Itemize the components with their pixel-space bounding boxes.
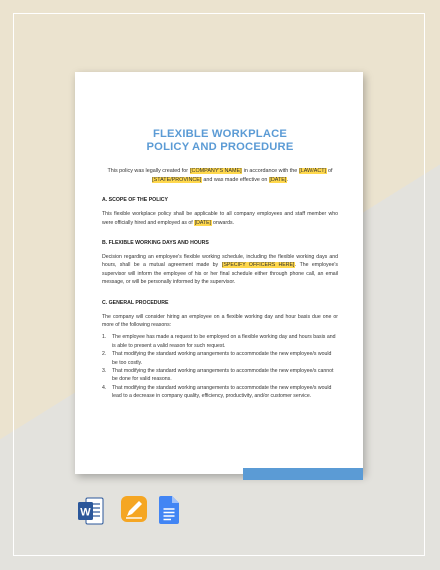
google-docs-icon[interactable] (159, 496, 179, 524)
list-text: That modifying the standard working arrangements to accommodate the new employee/s would be too costly. (112, 351, 332, 366)
document-title (102, 128, 338, 154)
microsoft-word-icon[interactable] (78, 496, 104, 526)
list-text: That modifying the standard working arrangements to accommodate the new employee/s cannot be done for valid reasons. (112, 368, 334, 383)
intro-text: and was made effective on (201, 176, 269, 183)
list-number: 1. (102, 334, 107, 341)
scope-paragraph (102, 210, 338, 227)
apple-pages-icon[interactable] (121, 496, 147, 522)
flexible-text: Decision regarding an employee's flexible working schedule, including the flexible working days and hours, shall be a mutual agreement made by (102, 254, 338, 269)
date-placeholder: [DATE] (269, 176, 287, 183)
section-heading-scope: A. SCOPE OF THE POLICY (102, 197, 169, 204)
scope-text: onwards. (211, 219, 235, 226)
date-placeholder: [DATE] (194, 219, 212, 226)
scope-text: This flexible workplace policy shall be applicable to all company employees and staff member who were officially hired and employed as of (102, 211, 338, 226)
state-placeholder: [STATE/PROVINCE] (152, 176, 202, 183)
list-text: That modifying the standard working arrangements to accommodate the new employee/s would lead to a decrease in company quality, efficiency, productivity, and/or customer service. (112, 384, 332, 400)
procedure-list (102, 333, 338, 400)
list-item (102, 367, 338, 384)
title-line-1: FLEXIBLE WORKPLACE (152, 128, 288, 140)
company-name-placeholder: [COMPANY'S NAME] (190, 168, 242, 174)
intro-text: This policy was legally created for (107, 168, 190, 174)
list-text: The employee has made a request to be employed on a flexible working day and hours basis and is able to present a valid reason for such request. (112, 334, 336, 349)
list-item (102, 350, 338, 367)
intro-text: in accordance with the (242, 168, 299, 174)
list-number: 4. (102, 384, 107, 391)
list-item (102, 384, 338, 401)
officers-placeholder: [SPECIFY OFFICERS HERE] (222, 262, 295, 269)
section-heading-flexible: B. FLEXIBLE WORKING DAYS AND HOURS (102, 240, 209, 246)
document-page (75, 72, 363, 474)
procedure-intro: The company will consider hiring an employee on a flexible working day and hour basis due one or more of the following reasons: (102, 313, 338, 329)
flexible-paragraph (102, 253, 338, 287)
list-item (102, 333, 338, 350)
intro-text: . (286, 176, 289, 183)
law-placeholder: [LAW/ACT] (299, 168, 327, 174)
section-heading-procedure: C. GENERAL PROCEDURE (102, 299, 169, 306)
list-number: 3. (102, 368, 107, 375)
document-footer-bar (243, 468, 363, 480)
title-line-2: POLICY AND PROCEDURE (146, 141, 294, 153)
intro-paragraph (102, 167, 338, 184)
flexible-text: . The employee's supervisor will inform the employee of his or her final schedule either through phone call, an email message, or will be personally informed by the supervisor. (102, 262, 338, 286)
list-number: 2. (102, 351, 107, 358)
word-letter: W (80, 506, 91, 519)
intro-text: of (326, 168, 333, 174)
